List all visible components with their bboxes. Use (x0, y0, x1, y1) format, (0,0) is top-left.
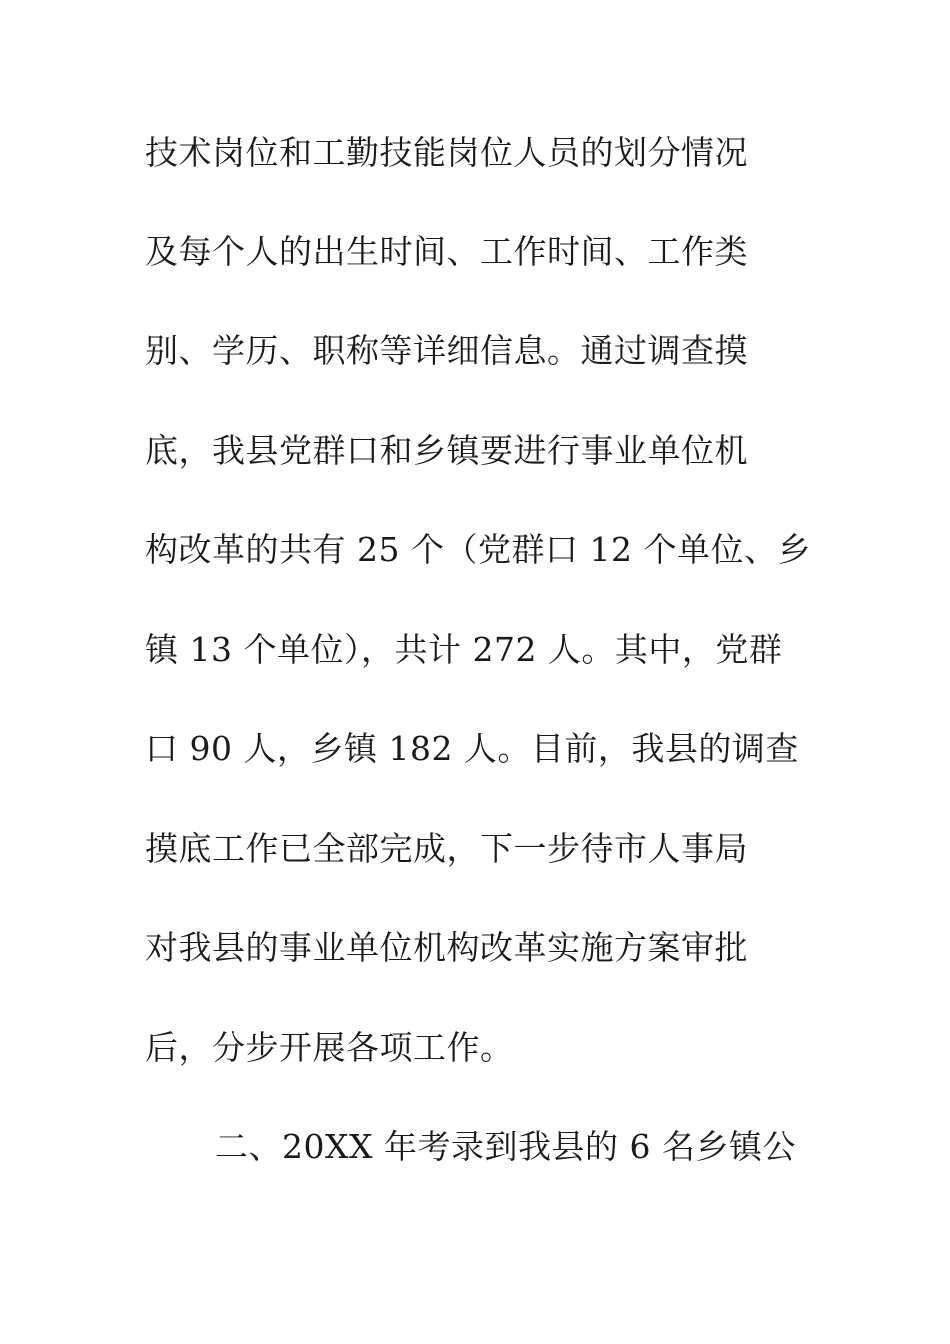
body-text-line: 及每个人的出生时间、工作时间、工作类 (145, 232, 748, 271)
body-text-line: 镇 13 个单位），共计 272 人。其中，党群 (145, 630, 783, 669)
body-text-line: 技术岗位和工勤技能岗位人员的划分情况 (145, 133, 748, 172)
body-text-line: 构改革的共有 25 个（党群口 12 个单位、乡 (145, 530, 811, 569)
section-heading-line: 二、20XX 年考录到我县的 6 名乡镇公 (215, 1127, 796, 1166)
body-text-line: 后，分步开展各项工作。 (145, 1028, 514, 1067)
body-text-line: 摸底工作已全部完成，下一步待市人事局 (145, 829, 748, 868)
body-text-line: 口 90 人，乡镇 182 人。目前，我县的调查 (145, 729, 799, 768)
body-text-line: 别、学历、职称等详细信息。通过调查摸 (145, 331, 748, 370)
body-text-line: 对我县的事业单位机构改革实施方案审批 (145, 928, 748, 967)
body-text-line: 底，我县党群口和乡镇要进行事业单位机 (145, 431, 748, 470)
